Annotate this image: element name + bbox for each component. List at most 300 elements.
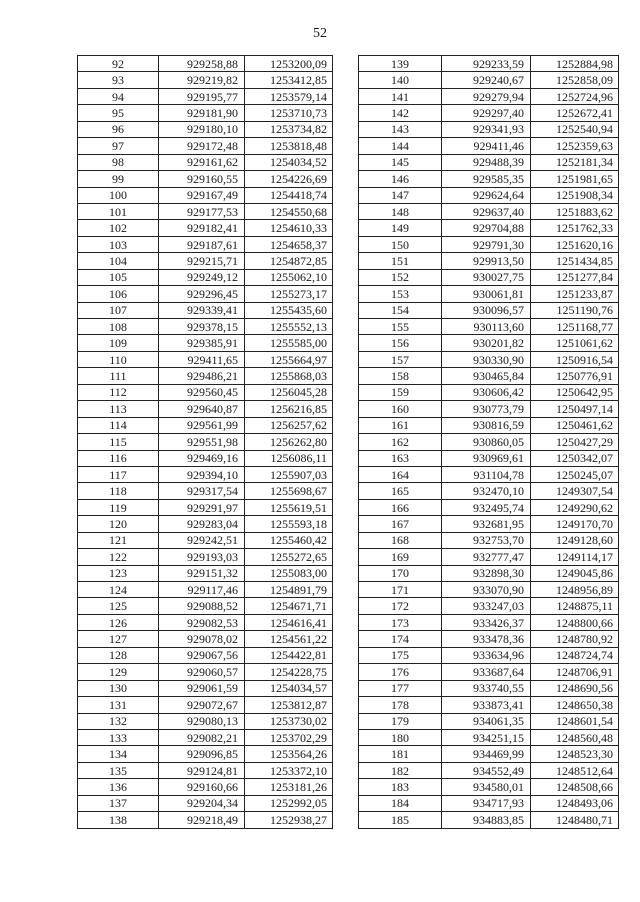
y-coordinate-cell: 1255593,18 [245,516,333,532]
y-coordinate-cell: 1251061,62 [531,335,619,351]
x-coordinate-cell: 929181,90 [159,105,245,121]
x-coordinate-cell: 932898,30 [442,565,531,581]
y-coordinate-cell: 1251233,87 [531,286,619,302]
table-row [359,516,619,532]
table-row [78,697,333,713]
point-number-cell: 150 [359,236,442,252]
table-row [78,138,333,154]
table-row [78,631,333,647]
point-number-cell: 154 [359,302,442,318]
y-coordinate-cell: 1253579,14 [245,88,333,104]
y-coordinate-cell: 1254228,75 [245,664,333,680]
table-row [78,762,333,778]
y-coordinate-cell: 1248724,74 [531,647,619,663]
x-coordinate-cell: 929219,82 [159,72,245,88]
table-row [359,697,619,713]
y-coordinate-cell: 1251190,76 [531,302,619,318]
point-number-cell: 151 [359,253,442,269]
table-row [78,56,333,72]
x-coordinate-cell: 929411,65 [159,351,245,367]
table-row [359,319,619,335]
point-number-cell: 100 [78,187,159,203]
x-coordinate-cell: 929124,81 [159,762,245,778]
point-number-cell: 165 [359,483,442,499]
point-number-cell: 153 [359,286,442,302]
table-row [78,812,333,828]
x-coordinate-cell: 929151,32 [159,565,245,581]
y-coordinate-cell: 1251981,65 [531,171,619,187]
point-number-cell: 181 [359,746,442,762]
x-coordinate-cell: 929215,71 [159,253,245,269]
y-coordinate-cell: 1250245,07 [531,466,619,482]
x-coordinate-cell: 929258,88 [159,56,245,72]
y-coordinate-cell: 1251762,33 [531,220,619,236]
x-coordinate-cell: 933478,36 [442,631,531,647]
point-number-cell: 146 [359,171,442,187]
point-number-cell: 185 [359,812,442,828]
point-number-cell: 161 [359,417,442,433]
y-coordinate-cell: 1252540,94 [531,121,619,137]
point-number-cell: 178 [359,697,442,713]
x-coordinate-cell: 933873,41 [442,697,531,713]
point-number-cell: 101 [78,203,159,219]
point-number-cell: 182 [359,762,442,778]
y-coordinate-cell: 1254616,41 [245,614,333,630]
point-number-cell: 106 [78,286,159,302]
table-row [359,384,619,400]
x-coordinate-cell: 929187,61 [159,236,245,252]
point-number-cell: 152 [359,269,442,285]
point-number-cell: 96 [78,121,159,137]
x-coordinate-cell: 930606,42 [442,384,531,400]
point-number-cell: 108 [78,319,159,335]
y-coordinate-cell: 1250916,54 [531,351,619,367]
point-number-cell: 115 [78,434,159,450]
point-number-cell: 166 [359,499,442,515]
table-row [359,762,619,778]
table-row [78,236,333,252]
y-coordinate-cell: 1254561,22 [245,631,333,647]
point-number-cell: 159 [359,384,442,400]
table-row [78,154,333,170]
x-coordinate-cell: 933687,64 [442,664,531,680]
x-coordinate-cell: 929913,50 [442,253,531,269]
y-coordinate-cell: 1248800,66 [531,614,619,630]
x-coordinate-cell: 930330,90 [442,351,531,367]
x-coordinate-cell: 929161,62 [159,154,245,170]
point-number-cell: 155 [359,319,442,335]
x-coordinate-cell: 933070,90 [442,582,531,598]
point-number-cell: 107 [78,302,159,318]
x-coordinate-cell: 930860,05 [442,434,531,450]
table-row [359,302,619,318]
x-coordinate-cell: 929088,52 [159,598,245,614]
table-row [78,565,333,581]
x-coordinate-cell: 929082,53 [159,614,245,630]
point-number-cell: 99 [78,171,159,187]
table-row [78,286,333,302]
table-row [359,203,619,219]
table-row [78,335,333,351]
point-number-cell: 148 [359,203,442,219]
y-coordinate-cell: 1255585,00 [245,335,333,351]
y-coordinate-cell: 1253564,26 [245,746,333,762]
x-coordinate-cell: 929469,16 [159,450,245,466]
y-coordinate-cell: 1250427,29 [531,434,619,450]
point-number-cell: 136 [78,779,159,795]
table-row [359,582,619,598]
point-number-cell: 120 [78,516,159,532]
y-coordinate-cell: 1253181,26 [245,779,333,795]
table-row [78,368,333,384]
point-number-cell: 169 [359,549,442,565]
table-row [359,664,619,680]
x-coordinate-cell: 932470,10 [442,483,531,499]
table-row [359,368,619,384]
point-number-cell: 126 [78,614,159,630]
table-row [78,746,333,762]
point-number-cell: 139 [359,56,442,72]
x-coordinate-cell: 929341,93 [442,121,531,137]
point-number-cell: 183 [359,779,442,795]
y-coordinate-cell: 1249170,70 [531,516,619,532]
y-coordinate-cell: 1256216,85 [245,401,333,417]
table-row [359,417,619,433]
x-coordinate-cell: 929791,30 [442,236,531,252]
point-number-cell: 118 [78,483,159,499]
x-coordinate-cell: 931104,78 [442,466,531,482]
x-coordinate-cell: 932753,70 [442,532,531,548]
y-coordinate-cell: 1255552,13 [245,319,333,335]
table-row [78,664,333,680]
table-row [78,319,333,335]
table-row [359,154,619,170]
y-coordinate-cell: 1249307,54 [531,483,619,499]
table-row [359,351,619,367]
table-row [78,417,333,433]
x-coordinate-cell: 929195,77 [159,88,245,104]
table-row [359,795,619,811]
table-row [78,795,333,811]
point-number-cell: 92 [78,56,159,72]
point-number-cell: 103 [78,236,159,252]
coordinates-table-left [77,55,333,829]
point-number-cell: 145 [359,154,442,170]
y-coordinate-cell: 1248493,06 [531,795,619,811]
y-coordinate-cell: 1251908,34 [531,187,619,203]
table-row [78,171,333,187]
y-coordinate-cell: 1254658,37 [245,236,333,252]
point-number-cell: 125 [78,598,159,614]
y-coordinate-cell: 1255460,42 [245,532,333,548]
x-coordinate-cell: 934883,85 [442,812,531,828]
table-row [78,713,333,729]
y-coordinate-cell: 1256257,62 [245,417,333,433]
y-coordinate-cell: 1250497,14 [531,401,619,417]
x-coordinate-cell: 934552,49 [442,762,531,778]
x-coordinate-cell: 929279,94 [442,88,531,104]
point-number-cell: 119 [78,499,159,515]
point-number-cell: 93 [78,72,159,88]
x-coordinate-cell: 929172,48 [159,138,245,154]
x-coordinate-cell: 929060,57 [159,664,245,680]
x-coordinate-cell: 933247,03 [442,598,531,614]
table-row [78,203,333,219]
x-coordinate-cell: 930096,57 [442,302,531,318]
x-coordinate-cell: 929339,41 [159,302,245,318]
y-coordinate-cell: 1255664,97 [245,351,333,367]
y-coordinate-cell: 1255083,00 [245,565,333,581]
x-coordinate-cell: 930201,82 [442,335,531,351]
table-row [359,499,619,515]
point-number-cell: 168 [359,532,442,548]
point-number-cell: 143 [359,121,442,137]
point-number-cell: 177 [359,680,442,696]
table-row [359,647,619,663]
table-row [78,72,333,88]
table-row [359,565,619,581]
x-coordinate-cell: 929296,45 [159,286,245,302]
point-number-cell: 111 [78,368,159,384]
x-coordinate-cell: 929242,51 [159,532,245,548]
x-coordinate-cell: 932777,47 [442,549,531,565]
y-coordinate-cell: 1253200,09 [245,56,333,72]
table-row [78,614,333,630]
y-coordinate-cell: 1252938,27 [245,812,333,828]
x-coordinate-cell: 929167,49 [159,187,245,203]
y-coordinate-cell: 1248560,48 [531,729,619,745]
y-coordinate-cell: 1253372,10 [245,762,333,778]
x-coordinate-cell: 929561,99 [159,417,245,433]
x-coordinate-cell: 929637,40 [442,203,531,219]
table-row [78,516,333,532]
page-number: 52 [313,26,327,41]
point-number-cell: 122 [78,549,159,565]
point-number-cell: 140 [359,72,442,88]
y-coordinate-cell: 1254610,33 [245,220,333,236]
y-coordinate-cell: 1251168,77 [531,319,619,335]
x-coordinate-cell: 929378,15 [159,319,245,335]
y-coordinate-cell: 1250776,91 [531,368,619,384]
y-coordinate-cell: 1250642,95 [531,384,619,400]
y-coordinate-cell: 1254034,57 [245,680,333,696]
point-number-cell: 112 [78,384,159,400]
point-number-cell: 124 [78,582,159,598]
table-row [359,335,619,351]
y-coordinate-cell: 1254872,85 [245,253,333,269]
table-row [359,72,619,88]
table-row [78,434,333,450]
point-number-cell: 157 [359,351,442,367]
y-coordinate-cell: 1255868,03 [245,368,333,384]
point-number-cell: 171 [359,582,442,598]
y-coordinate-cell: 1253734,82 [245,121,333,137]
point-number-cell: 95 [78,105,159,121]
x-coordinate-cell: 929283,04 [159,516,245,532]
x-coordinate-cell: 934717,93 [442,795,531,811]
table-row [359,729,619,745]
table-row [359,253,619,269]
y-coordinate-cell: 1248523,30 [531,746,619,762]
point-number-cell: 138 [78,812,159,828]
x-coordinate-cell: 932681,95 [442,516,531,532]
point-number-cell: 144 [359,138,442,154]
point-number-cell: 98 [78,154,159,170]
y-coordinate-cell: 1255272,65 [245,549,333,565]
point-number-cell: 170 [359,565,442,581]
point-number-cell: 131 [78,697,159,713]
x-coordinate-cell: 930969,61 [442,450,531,466]
x-coordinate-cell: 929411,46 [442,138,531,154]
point-number-cell: 117 [78,466,159,482]
point-number-cell: 176 [359,664,442,680]
y-coordinate-cell: 1252359,63 [531,138,619,154]
y-coordinate-cell: 1254422,81 [245,647,333,663]
y-coordinate-cell: 1252884,98 [531,56,619,72]
y-coordinate-cell: 1252724,96 [531,88,619,104]
y-coordinate-cell: 1255698,67 [245,483,333,499]
x-coordinate-cell: 929080,13 [159,713,245,729]
x-coordinate-cell: 932495,74 [442,499,531,515]
y-coordinate-cell: 1248690,56 [531,680,619,696]
table-row [78,729,333,745]
y-coordinate-cell: 1248512,64 [531,762,619,778]
x-coordinate-cell: 929640,87 [159,401,245,417]
y-coordinate-cell: 1251620,16 [531,236,619,252]
table-row [78,483,333,499]
table-row [359,450,619,466]
y-coordinate-cell: 1256045,28 [245,384,333,400]
y-coordinate-cell: 1254034,52 [245,154,333,170]
y-coordinate-cell: 1252858,09 [531,72,619,88]
point-number-cell: 163 [359,450,442,466]
table-row [78,401,333,417]
x-coordinate-cell: 929096,85 [159,746,245,762]
x-coordinate-cell: 929317,54 [159,483,245,499]
x-coordinate-cell: 929704,88 [442,220,531,236]
x-coordinate-cell: 929240,67 [442,72,531,88]
y-coordinate-cell: 1255907,03 [245,466,333,482]
table-row [78,384,333,400]
y-coordinate-cell: 1253702,29 [245,729,333,745]
point-number-cell: 147 [359,187,442,203]
x-coordinate-cell: 929204,34 [159,795,245,811]
y-coordinate-cell: 1254418,74 [245,187,333,203]
table-row [359,401,619,417]
table-row [78,532,333,548]
point-number-cell: 130 [78,680,159,696]
point-number-cell: 175 [359,647,442,663]
y-coordinate-cell: 1254671,71 [245,598,333,614]
point-number-cell: 158 [359,368,442,384]
y-coordinate-cell: 1249290,62 [531,499,619,515]
y-coordinate-cell: 1248650,38 [531,697,619,713]
table-row [78,121,333,137]
y-coordinate-cell: 1249045,86 [531,565,619,581]
x-coordinate-cell: 929488,39 [442,154,531,170]
y-coordinate-cell: 1253818,48 [245,138,333,154]
x-coordinate-cell: 929078,02 [159,631,245,647]
table-row [78,88,333,104]
y-coordinate-cell: 1254891,79 [245,582,333,598]
table-row [359,171,619,187]
table-row [359,56,619,72]
y-coordinate-cell: 1253730,02 [245,713,333,729]
x-coordinate-cell: 929067,56 [159,647,245,663]
point-number-cell: 141 [359,88,442,104]
y-coordinate-cell: 1253812,87 [245,697,333,713]
point-number-cell: 121 [78,532,159,548]
y-coordinate-cell: 1252672,41 [531,105,619,121]
x-coordinate-cell: 930061,81 [442,286,531,302]
y-coordinate-cell: 1255619,51 [245,499,333,515]
table-row [359,779,619,795]
y-coordinate-cell: 1255062,10 [245,269,333,285]
y-coordinate-cell: 1248601,54 [531,713,619,729]
y-coordinate-cell: 1250461,62 [531,417,619,433]
point-number-cell: 105 [78,269,159,285]
table-row [359,466,619,482]
x-coordinate-cell: 930465,84 [442,368,531,384]
y-coordinate-cell: 1254226,69 [245,171,333,187]
table-row [78,549,333,565]
x-coordinate-cell: 929233,59 [442,56,531,72]
point-number-cell: 97 [78,138,159,154]
y-coordinate-cell: 1251277,84 [531,269,619,285]
x-coordinate-cell: 930113,60 [442,319,531,335]
x-coordinate-cell: 929560,45 [159,384,245,400]
point-number-cell: 142 [359,105,442,121]
x-coordinate-cell: 929624,64 [442,187,531,203]
table-row [78,269,333,285]
x-coordinate-cell: 929249,12 [159,269,245,285]
point-number-cell: 167 [359,516,442,532]
point-number-cell: 184 [359,795,442,811]
table-row [359,236,619,252]
table-row [78,598,333,614]
table-row [359,105,619,121]
table-row [359,614,619,630]
y-coordinate-cell: 1251883,62 [531,203,619,219]
point-number-cell: 113 [78,401,159,417]
x-coordinate-cell: 929585,35 [442,171,531,187]
table-row [78,351,333,367]
x-coordinate-cell: 934469,99 [442,746,531,762]
y-coordinate-cell: 1248508,66 [531,779,619,795]
table-row [78,105,333,121]
point-number-cell: 174 [359,631,442,647]
point-number-cell: 114 [78,417,159,433]
point-number-cell: 160 [359,401,442,417]
point-number-cell: 179 [359,713,442,729]
table-row [78,220,333,236]
table-row [78,253,333,269]
x-coordinate-cell: 929182,41 [159,220,245,236]
x-coordinate-cell: 929385,91 [159,335,245,351]
y-coordinate-cell: 1249128,60 [531,532,619,548]
x-coordinate-cell: 933426,37 [442,614,531,630]
y-coordinate-cell: 1248706,91 [531,664,619,680]
table-row [78,302,333,318]
x-coordinate-cell: 929394,10 [159,466,245,482]
table-row [359,680,619,696]
x-coordinate-cell: 930773,79 [442,401,531,417]
table-row [359,483,619,499]
table-row [359,746,619,762]
y-coordinate-cell: 1253710,73 [245,105,333,121]
point-number-cell: 94 [78,88,159,104]
x-coordinate-cell: 929072,67 [159,697,245,713]
